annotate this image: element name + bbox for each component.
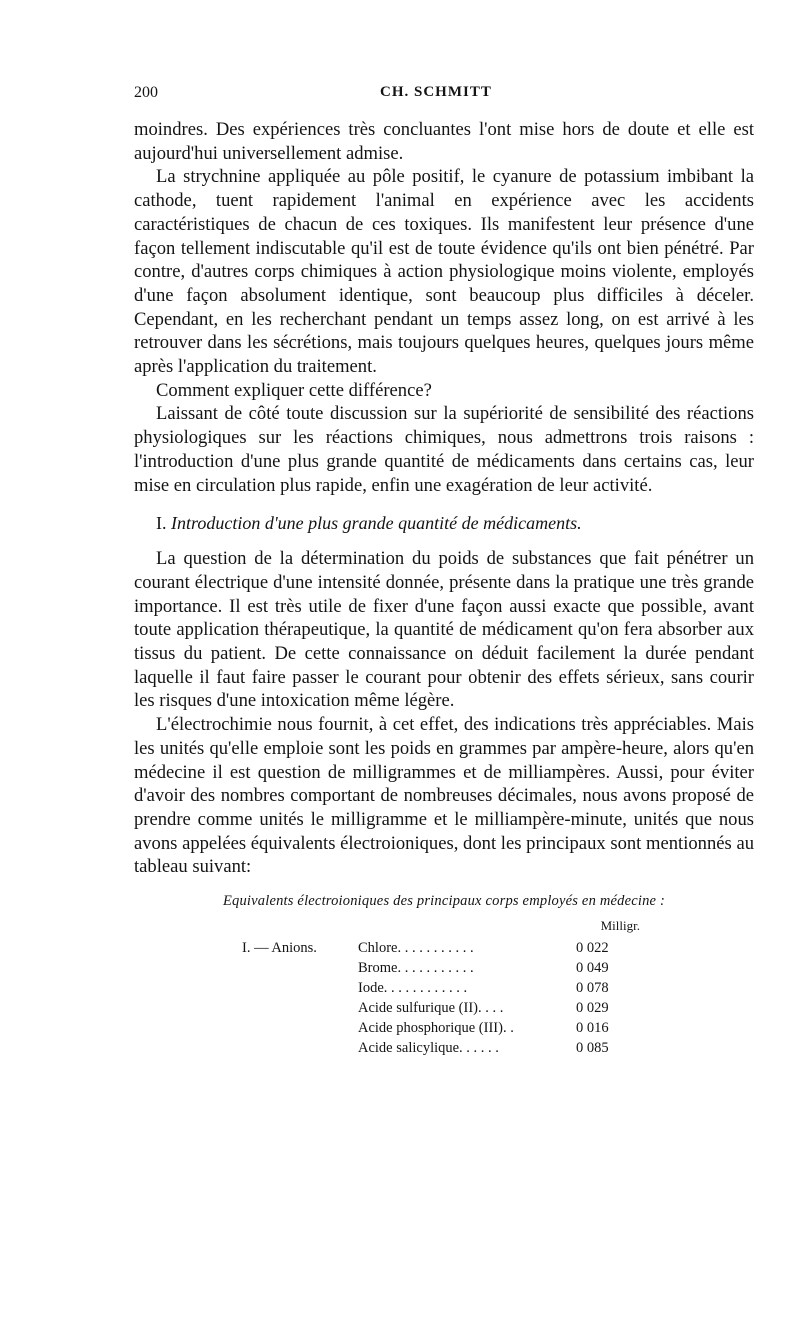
paragraph: Laissant de côté toute discussion sur la supériorité de sensibilité des réactions physiologiques sur les réactions chimiques, nous admettrons trois raisons : l'introduction d'une plus grande quantité de médicaments dans certains cas, leur mise en circulation plus rapide, enfin une exagération de leur activité. (134, 403, 754, 496)
table-row (242, 998, 609, 1018)
page-header (134, 84, 754, 110)
substance-name: Brome. . . . . . . . . . . (358, 960, 474, 977)
paragraph: L'électrochimie nous fournit, à cet effet, des indications très appréciables. Mais les unités qu'elle emploie sont les poids en grammes par ampère-heure, alors qu'en médecine il est question de milligrammes et de milliampères. Aussi, pour éviter d'avoir des nombres comportant de nombreuses décimales, nous avons proposé de prendre comme unités le milligramme et le milliampère-minute, unités que nous avons appelées équivalents électroioniques, dont les principaux sont mentionnés au tableau suivant: (134, 714, 754, 878)
paragraph: La strychnine appliquée au pôle positif, le cyanure de potassium imbibant la cathode, tuent rapidement l'animal en expérience avec les accidents caractéristiques de chacun de ces toxiques. Ils manifestent leur présence d'une façon tellement indiscutable qu'il est de toute évidence qu'ils ont bien pénétré. Par contre, d'autres corps chimiques à action physiologique moins violente, employés d'une façon absolument identique, sont beaucoup plus difficiles à déceler. Cependant, en les recherchant pendant un temps assez long, on est arrivé à les retrouver dans les sécrétions, mais toujours quelques heures, quelques jours même après l'application du traitement. (134, 166, 754, 378)
substance-name: Acide salicylique. . . . . . (358, 1040, 499, 1057)
substance-name: Acide sulfurique (II). . . . (358, 1000, 504, 1017)
substance-value: 0 029 (576, 1000, 609, 1017)
substance-name: Iode. . . . . . . . . . . . (358, 980, 468, 997)
document-page (134, 84, 754, 1058)
substance-value: 0 049 (576, 960, 609, 977)
body-text (134, 118, 754, 879)
section-title: Introduction d'une plus grande quantité de médicaments. (171, 513, 582, 534)
section-number: I. (156, 513, 167, 534)
substance-value: 0 022 (576, 940, 609, 957)
substance-value: 0 016 (576, 1020, 609, 1037)
page-number: 200 (134, 84, 158, 101)
table-row (242, 1018, 609, 1038)
substance-name: Chlore. . . . . . . . . . . (358, 940, 474, 957)
paragraph: moindres. Des expériences très concluantes l'ont mise hors de doute et elle est aujourd'hui universellement admise. (134, 119, 754, 164)
table-row (242, 978, 609, 998)
table-row (242, 938, 609, 958)
paragraph: La question de la détermination du poids de substances que fait pénétrer un courant électrique d'une intensité donnée, présente dans la pratique une très grande importance. Il est très utile de fixer d'une façon aussi exacte que possible, avant toute application thérapeutique, la quantité de médicament qu'on fera absorber aux tissus du patient. De cette connaissance on déduit facilement la durée pendant laquelle il faut faire passer le courant pour obtenir des effets sérieux, sans courir les risques d'une intoxication même légère. (134, 548, 754, 712)
paragraph: Comment expliquer cette différence? (156, 379, 432, 401)
table-caption: Equivalents électroioniques des principaux corps employés en médecine : (222, 893, 666, 910)
running-head: CH. SCHMITT (380, 84, 492, 100)
group-label: I. — Anions. (242, 940, 317, 957)
table-row (242, 1038, 609, 1058)
table-row (242, 958, 609, 978)
substance-value: 0 085 (576, 1040, 609, 1057)
substance-value: 0 078 (576, 980, 609, 997)
substance-name: Acide phosphorique (III). . (358, 1020, 514, 1037)
section-heading (156, 511, 754, 535)
table-unit-label: Milligr. (600, 918, 640, 934)
equivalents-table (242, 938, 609, 1058)
